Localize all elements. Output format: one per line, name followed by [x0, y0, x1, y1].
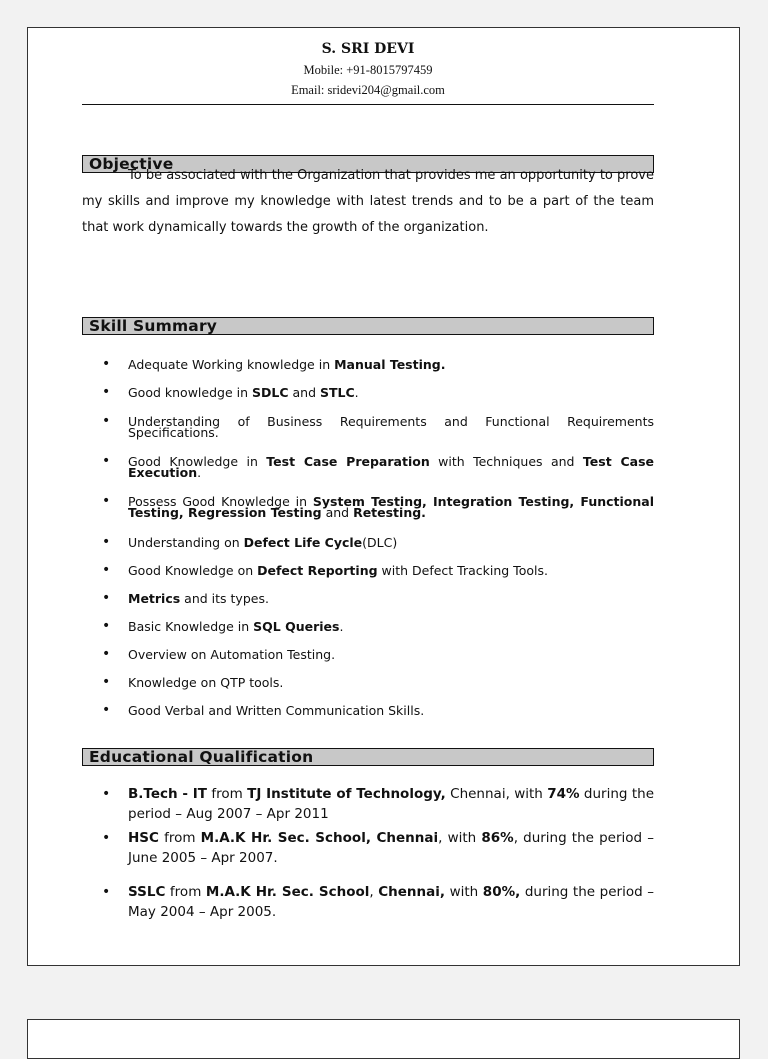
bold-text: Manual Testing. [334, 357, 446, 372]
bold-text: SQL Queries [253, 619, 340, 634]
objective-text: To be associated with the Organization that provides me an opportunity to prove my skills and improve my knowledge with latest trends and to be a part of the team that work dynamically towards the growth of the organization. [82, 168, 654, 235]
bold-text: System Testing, Integration Testing, Functional Testing, Regression Testing [128, 494, 654, 520]
text-run: , [369, 884, 379, 900]
bold-text: Retesting. [353, 505, 426, 520]
candidate-name: S. SRI DEVI [321, 41, 415, 57]
bold-text: STLC [320, 385, 355, 400]
text-run: during the period – May 2004 – Apr 2005. [128, 884, 654, 920]
text-run: Good knowledge in [128, 385, 252, 400]
bold-text: Test Case Execution [128, 454, 654, 480]
text-run: with Techniques and [429, 454, 583, 469]
skill-item [82, 416, 654, 438]
skill-item [82, 496, 654, 518]
skill-item [82, 537, 654, 548]
text-run: with [445, 884, 483, 900]
objective-paragraph [82, 163, 654, 241]
text-run: during the period – Aug 2007 – Apr 2011 [128, 786, 654, 822]
bold-text: Metrics [128, 591, 181, 606]
mobile-number: Mobile: +91-8015797459 [303, 63, 433, 77]
bold-text: 74% [547, 786, 580, 802]
bold-text: 80%, [482, 884, 521, 900]
skill-item [82, 705, 654, 716]
bold-text: SDLC [252, 385, 289, 400]
resume-page-2 [27, 1019, 740, 1059]
text-run: from [158, 830, 201, 846]
bold-text: 86% [481, 830, 514, 846]
text-run: Possess Good Knowledge in [128, 494, 313, 509]
bold-text: HSC [128, 830, 159, 846]
text-run: Good Knowledge on [128, 563, 258, 578]
text-run: Adequate Working knowledge in [128, 357, 335, 372]
text-run: Understanding on [128, 535, 244, 550]
text-run: and [321, 505, 354, 520]
bold-text: Defect Reporting [257, 563, 378, 578]
text-run: Understanding of Business Requirements and Functional Requirements Specifications. [128, 414, 654, 440]
text-run: Knowledge on QTP tools. [128, 675, 284, 690]
text-run: with Defect Tracking Tools. [377, 563, 548, 578]
skill-item [82, 649, 654, 660]
objective-heading: Objective [82, 155, 654, 173]
bold-text: M.A.K Hr. Sec. School, Chennai [200, 830, 439, 846]
text-run: Good Knowledge in [128, 454, 267, 469]
skill-item [82, 359, 654, 370]
skill-summary-heading: Skill Summary [82, 317, 654, 335]
skill-item [82, 456, 654, 478]
text-run: , during the period – June 2005 – Apr 2007. [128, 830, 655, 866]
bold-text: Defect Life Cycle [243, 535, 363, 550]
bold-text: Test Case Preparation [266, 454, 430, 469]
text-run: Good Verbal and Written Communication Skills. [128, 703, 425, 718]
education-heading: Educational Qualification [82, 748, 654, 766]
skill-item [82, 565, 654, 576]
text-run: Overview on Automation Testing. [128, 647, 336, 662]
text-run: . [354, 385, 359, 400]
skill-item [82, 621, 654, 632]
text-run: , with [438, 830, 482, 846]
bold-text: TJ Institute of Technology, [247, 786, 446, 802]
text-run: and [288, 385, 320, 400]
education-item [82, 784, 654, 824]
email-address: Email: sridevi204@gmail.com [291, 83, 445, 97]
text-run: from [165, 884, 206, 900]
bold-text: B.Tech - IT [128, 786, 207, 802]
text-run: (DLC) [362, 535, 398, 550]
text-run: from [206, 786, 248, 802]
text-run: Chennai, with [445, 786, 548, 802]
bold-text: SSLC [128, 884, 166, 900]
text-run: Basic Knowledge in [128, 619, 254, 634]
skill-item [82, 677, 654, 688]
skill-item [82, 593, 654, 604]
text-run: . [197, 465, 202, 480]
text-run: . [339, 619, 344, 634]
education-item [82, 882, 654, 922]
bold-text: M.A.K Hr. Sec. School [205, 884, 370, 900]
skill-item [82, 387, 654, 398]
bold-text: Chennai, [378, 884, 446, 900]
education-item [82, 828, 654, 868]
resume-header [82, 38, 654, 100]
header-divider [82, 104, 654, 105]
text-run: and its types. [180, 591, 269, 606]
